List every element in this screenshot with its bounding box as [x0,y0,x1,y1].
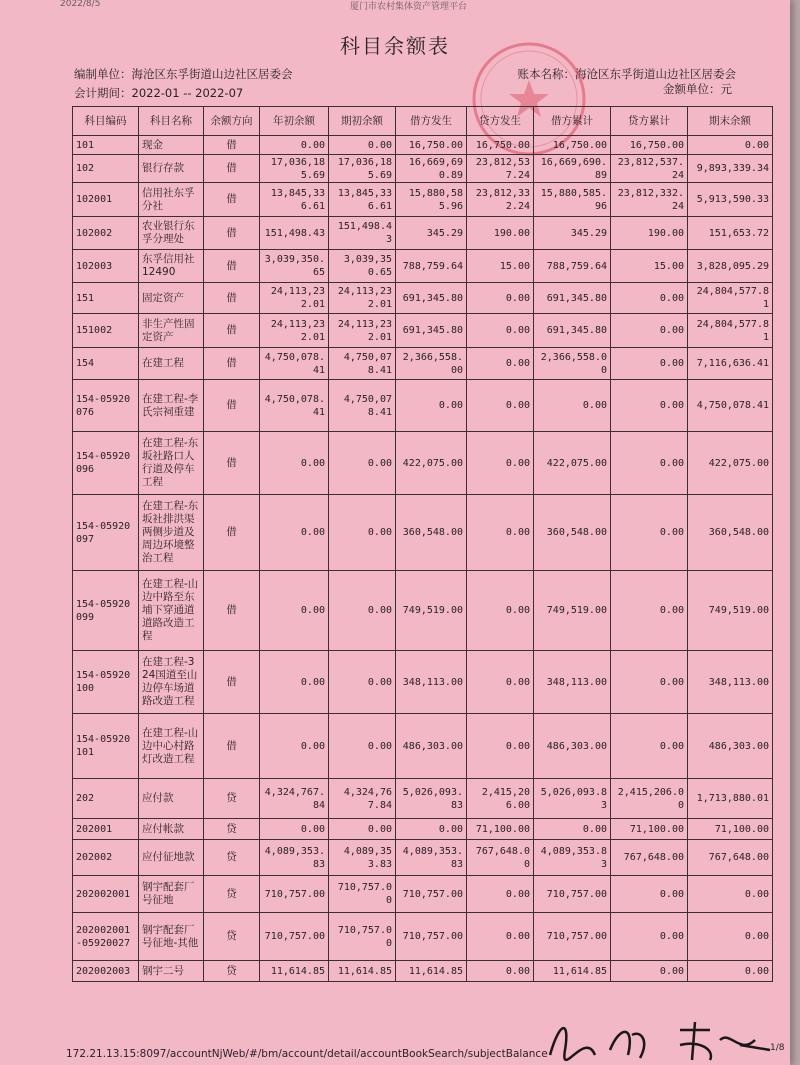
amount-cell: 422,075.00 [396,432,467,495]
balance-direction-cell: 贷 [204,840,260,876]
amount-cell: 11,614.85 [534,961,611,982]
column-header: 年初余额 [260,107,329,136]
column-header: 贷方累计 [611,107,688,136]
subject-code-cell: 101 [73,136,139,155]
amount-cell: 4,089,353.83 [534,840,611,876]
amount-cell: 13,845,336.61 [329,183,396,217]
amount-cell: 0.00 [534,380,611,432]
amount-cell: 24,113,232.01 [329,314,396,348]
compiling-unit-label: 编制单位： [74,67,132,81]
amount-cell: 0.00 [467,913,534,961]
amount-cell: 24,804,577.81 [688,314,773,348]
account-book-label: 账本名称： [517,67,575,81]
column-header: 借方累计 [534,107,611,136]
subject-code-cell: 154-05920101 [73,714,139,779]
balance-direction-cell: 借 [204,136,260,155]
amount-cell: 710,757.00 [260,913,329,961]
amount-cell: 151,498.43 [260,217,329,250]
amount-cell: 16,669,690.89 [396,155,467,183]
table-row [73,136,773,155]
column-header: 科目名称 [139,107,204,136]
table-row [73,961,773,982]
subject-name-cell: 钢宇配套厂号征地 [139,876,204,913]
amount-cell: 5,913,590.33 [688,183,773,217]
amount-cell: 4,324,767.84 [260,779,329,819]
amount-cell: 3,039,350.65 [329,250,396,283]
amount-cell: 24,113,232.01 [260,283,329,314]
print-header [0,0,790,12]
subject-name-cell: 在建工程-山边中心村路灯改造工程 [139,714,204,779]
subject-code-cell: 151 [73,283,139,314]
column-header: 余额方向 [204,107,260,136]
subject-name-cell: 应付征地款 [139,840,204,876]
subject-code-cell: 202001 [73,819,139,840]
amount-cell: 0.00 [611,348,688,380]
amount-cell: 710,757.00 [329,913,396,961]
handwritten-signature-icon [540,1010,780,1065]
amount-cell: 15.00 [611,250,688,283]
accounting-period [74,85,243,101]
amount-cell: 0.00 [396,819,467,840]
column-header: 科目编码 [73,107,139,136]
amount-cell: 348,113.00 [688,651,773,714]
balance-direction-cell: 借 [204,348,260,380]
balance-direction-cell: 借 [204,217,260,250]
amount-cell: 71,100.00 [467,819,534,840]
compiling-unit [74,66,293,82]
amount-cell: 486,303.00 [534,714,611,779]
amount-cell: 0.00 [260,136,329,155]
table-row [73,314,773,348]
amount-cell: 0.00 [467,876,534,913]
amount-cell: 9,893,339.34 [688,155,773,183]
amount-cell: 0.00 [467,571,534,651]
subject-name-cell: 钢宇配套厂号征地-其他 [139,913,204,961]
amount-cell: 0.00 [611,432,688,495]
amount-cell: 4,750,078.41 [329,380,396,432]
subject-name-cell: 信用社东孚分社 [139,183,204,217]
amount-cell: 0.00 [329,136,396,155]
amount-cell: 348,113.00 [396,651,467,714]
amount-cell: 190.00 [611,217,688,250]
amount-cell: 4,750,078.41 [260,380,329,432]
subject-balance-table [72,106,773,982]
table-row [73,913,773,961]
balance-direction-cell: 贷 [204,913,260,961]
amount-cell: 11,614.85 [396,961,467,982]
amount-cell: 5,026,093.83 [396,779,467,819]
amount-cell: 0.00 [467,495,534,571]
amount-cell: 345.29 [534,217,611,250]
amount-cell: 767,648.00 [467,840,534,876]
amount-cell: 24,113,232.01 [329,283,396,314]
balance-direction-cell: 借 [204,155,260,183]
subject-code-cell: 202002001-05920027 [73,913,139,961]
amount-cell: 486,303.00 [688,714,773,779]
subject-code-cell: 202002 [73,840,139,876]
amount-cell: 0.00 [260,571,329,651]
subject-name-cell: 非生产性固定资产 [139,314,204,348]
table-row [73,432,773,495]
report-title: 科目余额表 [340,34,450,58]
amount-cell: 0.00 [329,571,396,651]
amount-cell: 0.00 [329,651,396,714]
amount-cell: 7,116,636.41 [688,348,773,380]
amount-cell: 4,750,078.41 [260,348,329,380]
balance-direction-cell: 借 [204,380,260,432]
subject-code-cell: 154 [73,348,139,380]
table-row [73,876,773,913]
amount-cell: 23,812,332.24 [611,183,688,217]
balance-direction-cell: 贷 [204,819,260,840]
table-row [73,250,773,283]
amount-cell: 2,415,206.00 [611,779,688,819]
amount-cell: 360,548.00 [396,495,467,571]
amount-cell: 749,519.00 [688,571,773,651]
amount-cell: 0.00 [688,876,773,913]
amount-cell: 0.00 [611,651,688,714]
subject-name-cell: 钢宇二号 [139,961,204,982]
amount-cell: 422,075.00 [688,432,773,495]
subject-name-cell: 东孚信用社12490 [139,250,204,283]
amount-cell: 2,366,558.00 [534,348,611,380]
amount-cell: 17,036,185.69 [260,155,329,183]
subject-code-cell: 151002 [73,314,139,348]
subject-code-cell: 202002003 [73,961,139,982]
amount-cell: 0.00 [467,348,534,380]
subject-name-cell: 在建工程-东坂社排洪渠两侧步道及周边环境整治工程 [139,495,204,571]
amount-cell: 691,345.80 [534,314,611,348]
amount-cell: 767,648.00 [611,840,688,876]
amount-cell: 691,345.80 [396,314,467,348]
amount-cell: 0.00 [688,913,773,961]
balance-direction-cell: 借 [204,314,260,348]
amount-cell: 71,100.00 [688,819,773,840]
amount-cell: 2,415,206.00 [467,779,534,819]
subject-name-cell: 在建工程-324国道至山边停车场道路改造工程 [139,651,204,714]
amount-cell: 1,713,880.01 [688,779,773,819]
subject-name-cell: 在建工程-李氏宗祠重建 [139,380,204,432]
amount-cell: 2,366,558.00 [396,348,467,380]
amount-cell: 16,750.00 [534,136,611,155]
amount-cell: 749,519.00 [396,571,467,651]
amount-cell: 360,548.00 [534,495,611,571]
amount-cell: 0.00 [534,819,611,840]
accounting-period-value: 2022-01 -- 2022-07 [131,86,244,100]
amount-cell: 0.00 [260,651,329,714]
subject-code-cell: 154-05920076 [73,380,139,432]
amount-cell: 23,812,537.24 [611,155,688,183]
amount-cell: 788,759.64 [534,250,611,283]
subject-name-cell: 银行存款 [139,155,204,183]
amount-cell: 0.00 [611,876,688,913]
amount-cell: 710,757.00 [396,876,467,913]
column-header: 期末余额 [688,107,773,136]
accounting-period-label: 会计期间： [74,86,132,100]
amount-cell: 710,757.00 [329,876,396,913]
amount-cell: 0.00 [611,314,688,348]
page-url: 172.21.13.15:8097/accountNjWeb/#/bm/account/detail/accountBookSearch/subjectBalance [66,1048,548,1060]
amount-cell: 3,039,350.65 [260,250,329,283]
table-row [73,714,773,779]
column-header: 期初余额 [329,107,396,136]
platform-name: 厦门市农村集体资产管理平台 [350,2,468,12]
amount-cell: 345.29 [396,217,467,250]
subject-name-cell: 固定资产 [139,283,204,314]
amount-cell: 4,089,353.83 [396,840,467,876]
balance-direction-cell: 贷 [204,961,260,982]
subject-name-cell: 农业银行东孚分理处 [139,217,204,250]
subject-name-cell: 在建工程 [139,348,204,380]
amount-cell: 749,519.00 [534,571,611,651]
table-row [73,840,773,876]
subject-code-cell: 154-05920100 [73,651,139,714]
account-book-value: 海沧区东孚街道山边社区居委会 [575,67,736,81]
table-row [73,779,773,819]
balance-direction-cell: 借 [204,283,260,314]
amount-cell: 16,750.00 [396,136,467,155]
amount-cell: 11,614.85 [329,961,396,982]
amount-cell: 0.00 [260,495,329,571]
amount-cell: 360,548.00 [688,495,773,571]
amount-cell: 710,757.00 [534,913,611,961]
amount-cell: 422,075.00 [534,432,611,495]
amount-cell: 0.00 [611,495,688,571]
table-row [73,380,773,432]
amount-cell: 190.00 [467,217,534,250]
amount-cell: 0.00 [688,136,773,155]
balance-direction-cell: 借 [204,250,260,283]
amount-cell: 0.00 [329,432,396,495]
table-row [73,651,773,714]
subject-code-cell: 202002001 [73,876,139,913]
amount-cell: 0.00 [467,961,534,982]
subject-code-cell: 102 [73,155,139,183]
table-row [73,283,773,314]
amount-cell: 4,324,767.84 [329,779,396,819]
amount-cell: 0.00 [688,961,773,982]
table-row [73,217,773,250]
amount-cell: 0.00 [467,380,534,432]
amount-cell: 0.00 [260,819,329,840]
amount-cell: 4,750,078.41 [688,380,773,432]
amount-cell: 0.00 [611,961,688,982]
subject-code-cell: 154-05920096 [73,432,139,495]
amount-cell: 0.00 [329,495,396,571]
amount-cell: 0.00 [260,714,329,779]
amount-cell: 151,498.43 [329,217,396,250]
amount-cell: 23,812,537.24 [467,155,534,183]
amount-cell: 710,757.00 [396,913,467,961]
column-header: 贷方发生 [467,107,534,136]
amount-cell: 24,113,232.01 [260,314,329,348]
amount-cell: 691,345.80 [396,283,467,314]
subject-name-cell: 在建工程-东坂社路口人行道及停车工程 [139,432,204,495]
subject-code-cell: 102001 [73,183,139,217]
table-header-row [73,107,773,136]
subject-code-cell: 202 [73,779,139,819]
amount-cell: 0.00 [467,651,534,714]
amount-cell: 16,750.00 [611,136,688,155]
subject-code-cell: 102003 [73,250,139,283]
amount-cell: 16,750.00 [467,136,534,155]
amount-cell: 13,845,336.61 [260,183,329,217]
amount-cell: 15,880,585.96 [534,183,611,217]
amount-cell: 710,757.00 [534,876,611,913]
balance-direction-cell: 借 [204,714,260,779]
money-unit: 金额单位：元 [663,82,732,96]
amount-cell: 486,303.00 [396,714,467,779]
amount-cell: 348,113.00 [534,651,611,714]
amount-cell: 0.00 [611,283,688,314]
amount-cell: 0.00 [611,380,688,432]
amount-cell: 71,100.00 [611,819,688,840]
amount-cell: 0.00 [329,819,396,840]
amount-cell: 710,757.00 [260,876,329,913]
amount-cell: 151,653.72 [688,217,773,250]
table-row [73,571,773,651]
amount-cell: 16,669,690.89 [534,155,611,183]
amount-cell: 0.00 [611,571,688,651]
subject-code-cell: 102002 [73,217,139,250]
amount-cell: 0.00 [611,714,688,779]
amount-cell: 788,759.64 [396,250,467,283]
subject-code-cell: 154-05920099 [73,571,139,651]
amount-cell: 0.00 [611,913,688,961]
amount-cell: 0.00 [467,714,534,779]
column-header: 借方发生 [396,107,467,136]
subject-name-cell: 在建工程-山边中路至东埔下穿通道道路改造工程 [139,571,204,651]
table-row [73,348,773,380]
balance-direction-cell: 贷 [204,876,260,913]
amount-cell: 3,828,095.29 [688,250,773,283]
subject-name-cell: 应付帐款 [139,819,204,840]
balance-direction-cell: 贷 [204,779,260,819]
balance-direction-cell: 借 [204,571,260,651]
amount-cell: 15,880,585.96 [396,183,467,217]
amount-cell: 4,089,353.83 [329,840,396,876]
amount-cell: 24,804,577.81 [688,283,773,314]
amount-cell: 0.00 [467,432,534,495]
amount-cell: 17,036,185.69 [329,155,396,183]
table-row [73,183,773,217]
balance-direction-cell: 借 [204,651,260,714]
print-date: 2022/8/5 [60,0,101,9]
amount-cell: 0.00 [260,432,329,495]
page-number: 1/8 [770,1043,785,1053]
subject-name-cell: 现金 [139,136,204,155]
balance-direction-cell: 借 [204,495,260,571]
amount-cell: 767,648.00 [688,840,773,876]
amount-cell: 0.00 [396,380,467,432]
amount-cell: 0.00 [467,314,534,348]
table-row [73,819,773,840]
amount-cell: 11,614.85 [260,961,329,982]
amount-cell: 4,750,078.41 [329,348,396,380]
amount-cell: 23,812,332.24 [467,183,534,217]
balance-direction-cell: 借 [204,432,260,495]
subject-name-cell: 应付款 [139,779,204,819]
amount-cell: 5,026,093.83 [534,779,611,819]
amount-cell: 0.00 [329,714,396,779]
subject-code-cell: 154-05920097 [73,495,139,571]
compiling-unit-value: 海沧区东孚街道山边社区居委会 [131,67,293,81]
amount-cell: 4,089,353.83 [260,840,329,876]
balance-direction-cell: 借 [204,183,260,217]
amount-cell: 15.00 [467,250,534,283]
amount-cell: 691,345.80 [534,283,611,314]
table-row [73,155,773,183]
amount-cell: 0.00 [467,283,534,314]
table-row [73,495,773,571]
